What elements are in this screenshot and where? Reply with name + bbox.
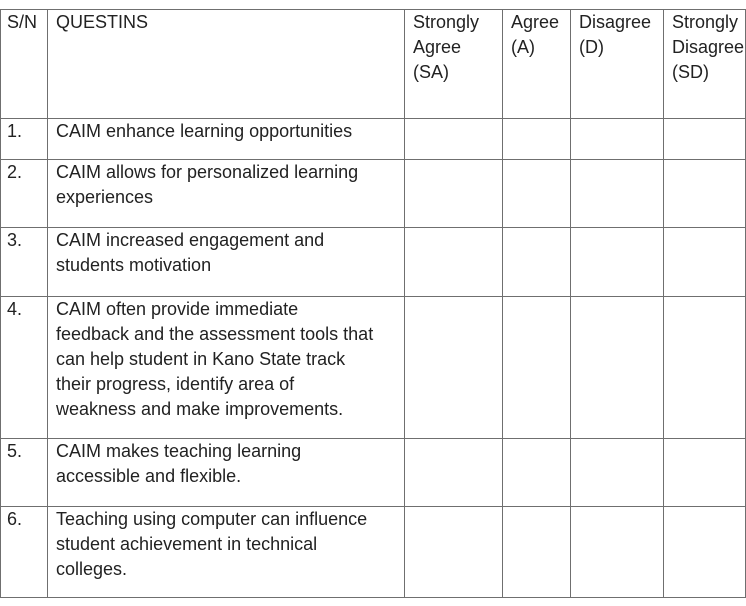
question-text: CAIM increased engagement and students motivation <box>48 228 405 297</box>
row-number: 1. <box>1 119 48 160</box>
question-text: Teaching using computer can influence student achievement in technical colleges. <box>48 507 405 598</box>
response-cell-sa[interactable] <box>405 119 503 160</box>
row-number: 6. <box>1 507 48 598</box>
response-cell-d[interactable] <box>571 297 664 439</box>
question-text: CAIM often provide immediate feedback and the assessment tools that can help student in Kano State track their progress, identify area of weakness and make improvements. <box>48 297 405 439</box>
response-cell-a[interactable] <box>503 439 571 507</box>
response-cell-sa[interactable] <box>405 228 503 297</box>
response-cell-d[interactable] <box>571 160 664 228</box>
question-text: CAIM makes teaching learning accessible and flexible. <box>48 439 405 507</box>
row-number: 3. <box>1 228 48 297</box>
response-cell-sd[interactable] <box>664 160 746 228</box>
response-cell-sd[interactable] <box>664 439 746 507</box>
table-row <box>1 439 746 507</box>
response-cell-d[interactable] <box>571 507 664 598</box>
response-cell-d[interactable] <box>571 439 664 507</box>
header-agree: Agree (A) <box>503 10 571 119</box>
response-cell-sd[interactable] <box>664 119 746 160</box>
row-number: 4. <box>1 297 48 439</box>
question-text: CAIM enhance learning opportunities <box>48 119 405 160</box>
header-strongly-agree: Strongly Agree (SA) <box>405 10 503 119</box>
response-cell-a[interactable] <box>503 119 571 160</box>
header-questions: QUESTINS <box>48 10 405 119</box>
response-cell-d[interactable] <box>571 119 664 160</box>
row-number: 2. <box>1 160 48 228</box>
questionnaire-table <box>0 9 746 598</box>
response-cell-sa[interactable] <box>405 507 503 598</box>
header-disagree: Disagree (D) <box>571 10 664 119</box>
header-row <box>1 10 746 119</box>
response-cell-d[interactable] <box>571 228 664 297</box>
response-cell-sd[interactable] <box>664 228 746 297</box>
response-cell-sa[interactable] <box>405 297 503 439</box>
question-text: CAIM allows for personalized learning experiences <box>48 160 405 228</box>
table-row <box>1 119 746 160</box>
table-row <box>1 297 746 439</box>
response-cell-a[interactable] <box>503 507 571 598</box>
questionnaire-sheet <box>0 9 745 598</box>
response-cell-a[interactable] <box>503 297 571 439</box>
response-cell-sa[interactable] <box>405 160 503 228</box>
response-cell-a[interactable] <box>503 228 571 297</box>
response-cell-sd[interactable] <box>664 297 746 439</box>
table-row <box>1 228 746 297</box>
response-cell-a[interactable] <box>503 160 571 228</box>
header-strongly-disagree: Strongly Disagree (SD) <box>664 10 746 119</box>
row-number: 5. <box>1 439 48 507</box>
response-cell-sd[interactable] <box>664 507 746 598</box>
response-cell-sa[interactable] <box>405 439 503 507</box>
table-row <box>1 160 746 228</box>
header-sn: S/N <box>1 10 48 119</box>
table-row <box>1 507 746 598</box>
